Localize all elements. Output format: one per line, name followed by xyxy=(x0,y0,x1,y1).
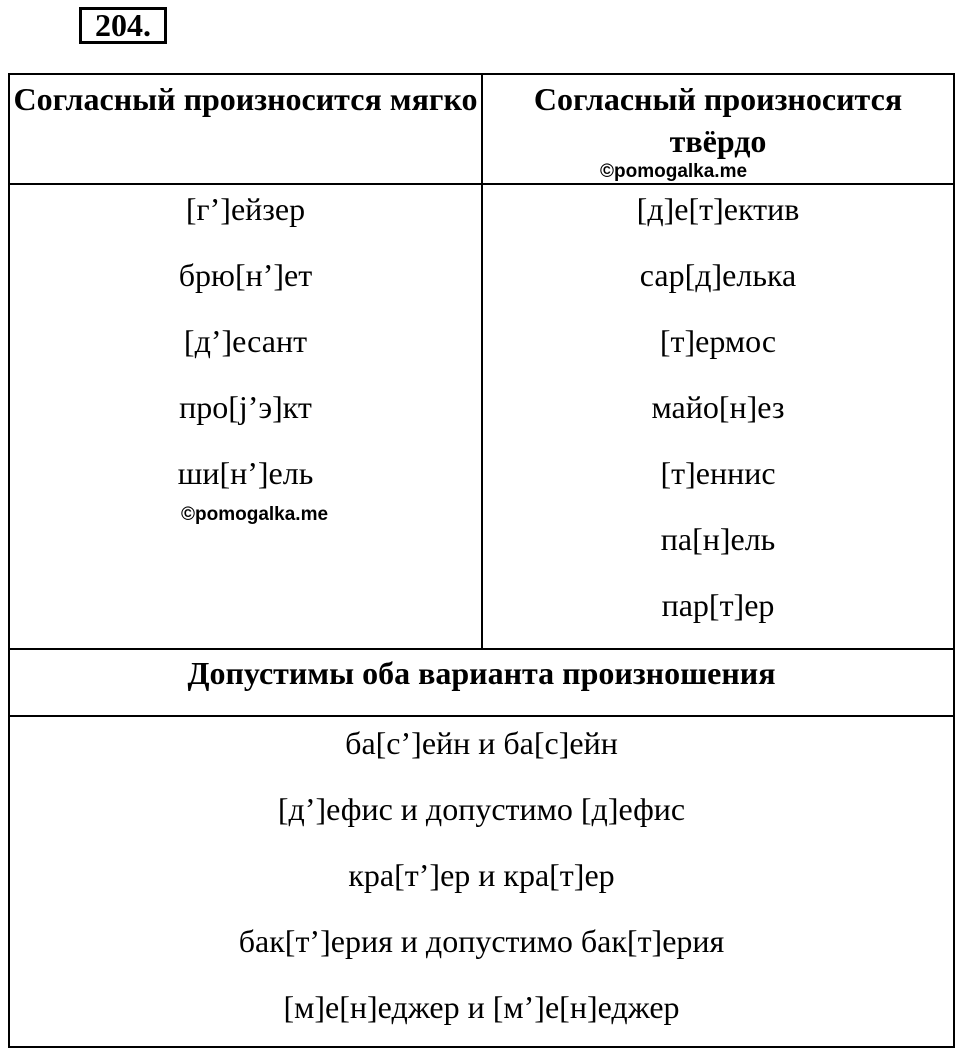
pronunciation-table xyxy=(8,73,955,1048)
list-item: [д’]есант xyxy=(183,323,308,359)
soft-word-list xyxy=(10,176,481,506)
both-variants-header: Допустимы оба варианта произношения xyxy=(187,655,776,691)
watermark: ©pomogalka.me xyxy=(600,161,748,182)
list-item: майо[н]ез xyxy=(651,389,785,425)
list-item: [м]е[н]еджер и [м’]е[н]еджер xyxy=(283,989,680,1025)
section-divider xyxy=(10,648,953,650)
list-item: па[н]ель xyxy=(660,521,776,557)
list-item: [д]е[т]ектив xyxy=(636,191,800,227)
list-item: [г’]ейзер xyxy=(185,191,306,227)
list-item: пар[т]ер xyxy=(661,587,775,623)
list-item: кра[т’]ер и кра[т]ер xyxy=(348,857,615,893)
soft-column-header: Согласный произносится мягко xyxy=(13,81,478,117)
list-item: сар[д]елька xyxy=(639,257,797,293)
task-number: 204. xyxy=(79,7,167,44)
list-item: ба[с’]ейн и ба[с]ейн xyxy=(345,725,618,761)
hard-column-header: Согласный произносится твёрдо xyxy=(533,81,903,159)
list-item: [д’]ефис и допустимо [д]ефис xyxy=(277,791,686,827)
watermark: ©pomogalka.me xyxy=(181,504,329,525)
list-item: брю[н’]ет xyxy=(178,257,313,293)
list-item: [т]еннис xyxy=(660,455,776,491)
list-item: [т]ермос xyxy=(659,323,777,359)
both-variants-list xyxy=(10,710,953,1040)
list-item: бак[т’]ерия и допустимо бак[т]ерия xyxy=(238,923,725,959)
list-item: ши[н’]ель xyxy=(177,455,314,491)
list-item: про[j’э]кт xyxy=(179,389,312,425)
hard-word-list xyxy=(483,176,953,638)
